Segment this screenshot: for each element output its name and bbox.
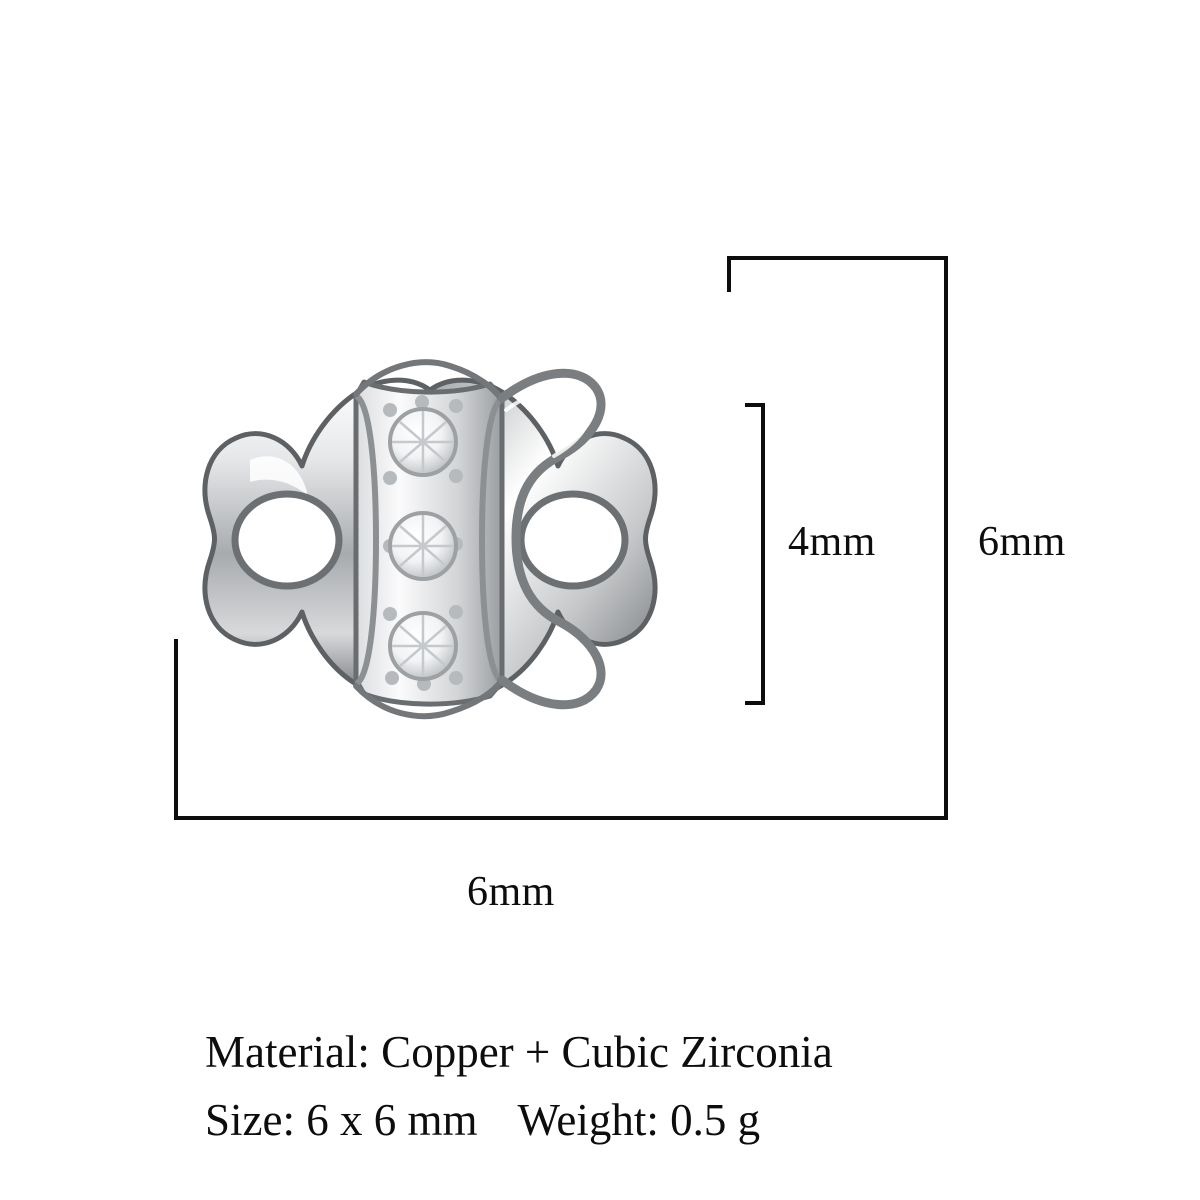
dimension-label-inner-height: 4mm bbox=[788, 519, 876, 565]
dimension-label-width: 6mm bbox=[467, 869, 555, 915]
spec-material-line: Material: Copper + Cubic Zirconia bbox=[205, 1027, 833, 1077]
specifications bbox=[205, 1018, 1065, 1154]
dimension-label-outer-height: 6mm bbox=[978, 519, 1066, 565]
pacifier-charm-illustration bbox=[150, 270, 710, 810]
product-image bbox=[150, 270, 710, 810]
spec-weight-label: Weight: 0.5 g bbox=[517, 1095, 761, 1145]
cubic-zirconia-stones bbox=[390, 409, 456, 679]
center-gem-band bbox=[356, 362, 502, 716]
spec-size-label: Size: 6 x 6 mm bbox=[205, 1095, 478, 1145]
left-center-hole bbox=[235, 494, 339, 586]
right-center-hole bbox=[521, 494, 625, 586]
spec-size-weight-line bbox=[205, 1086, 1065, 1154]
